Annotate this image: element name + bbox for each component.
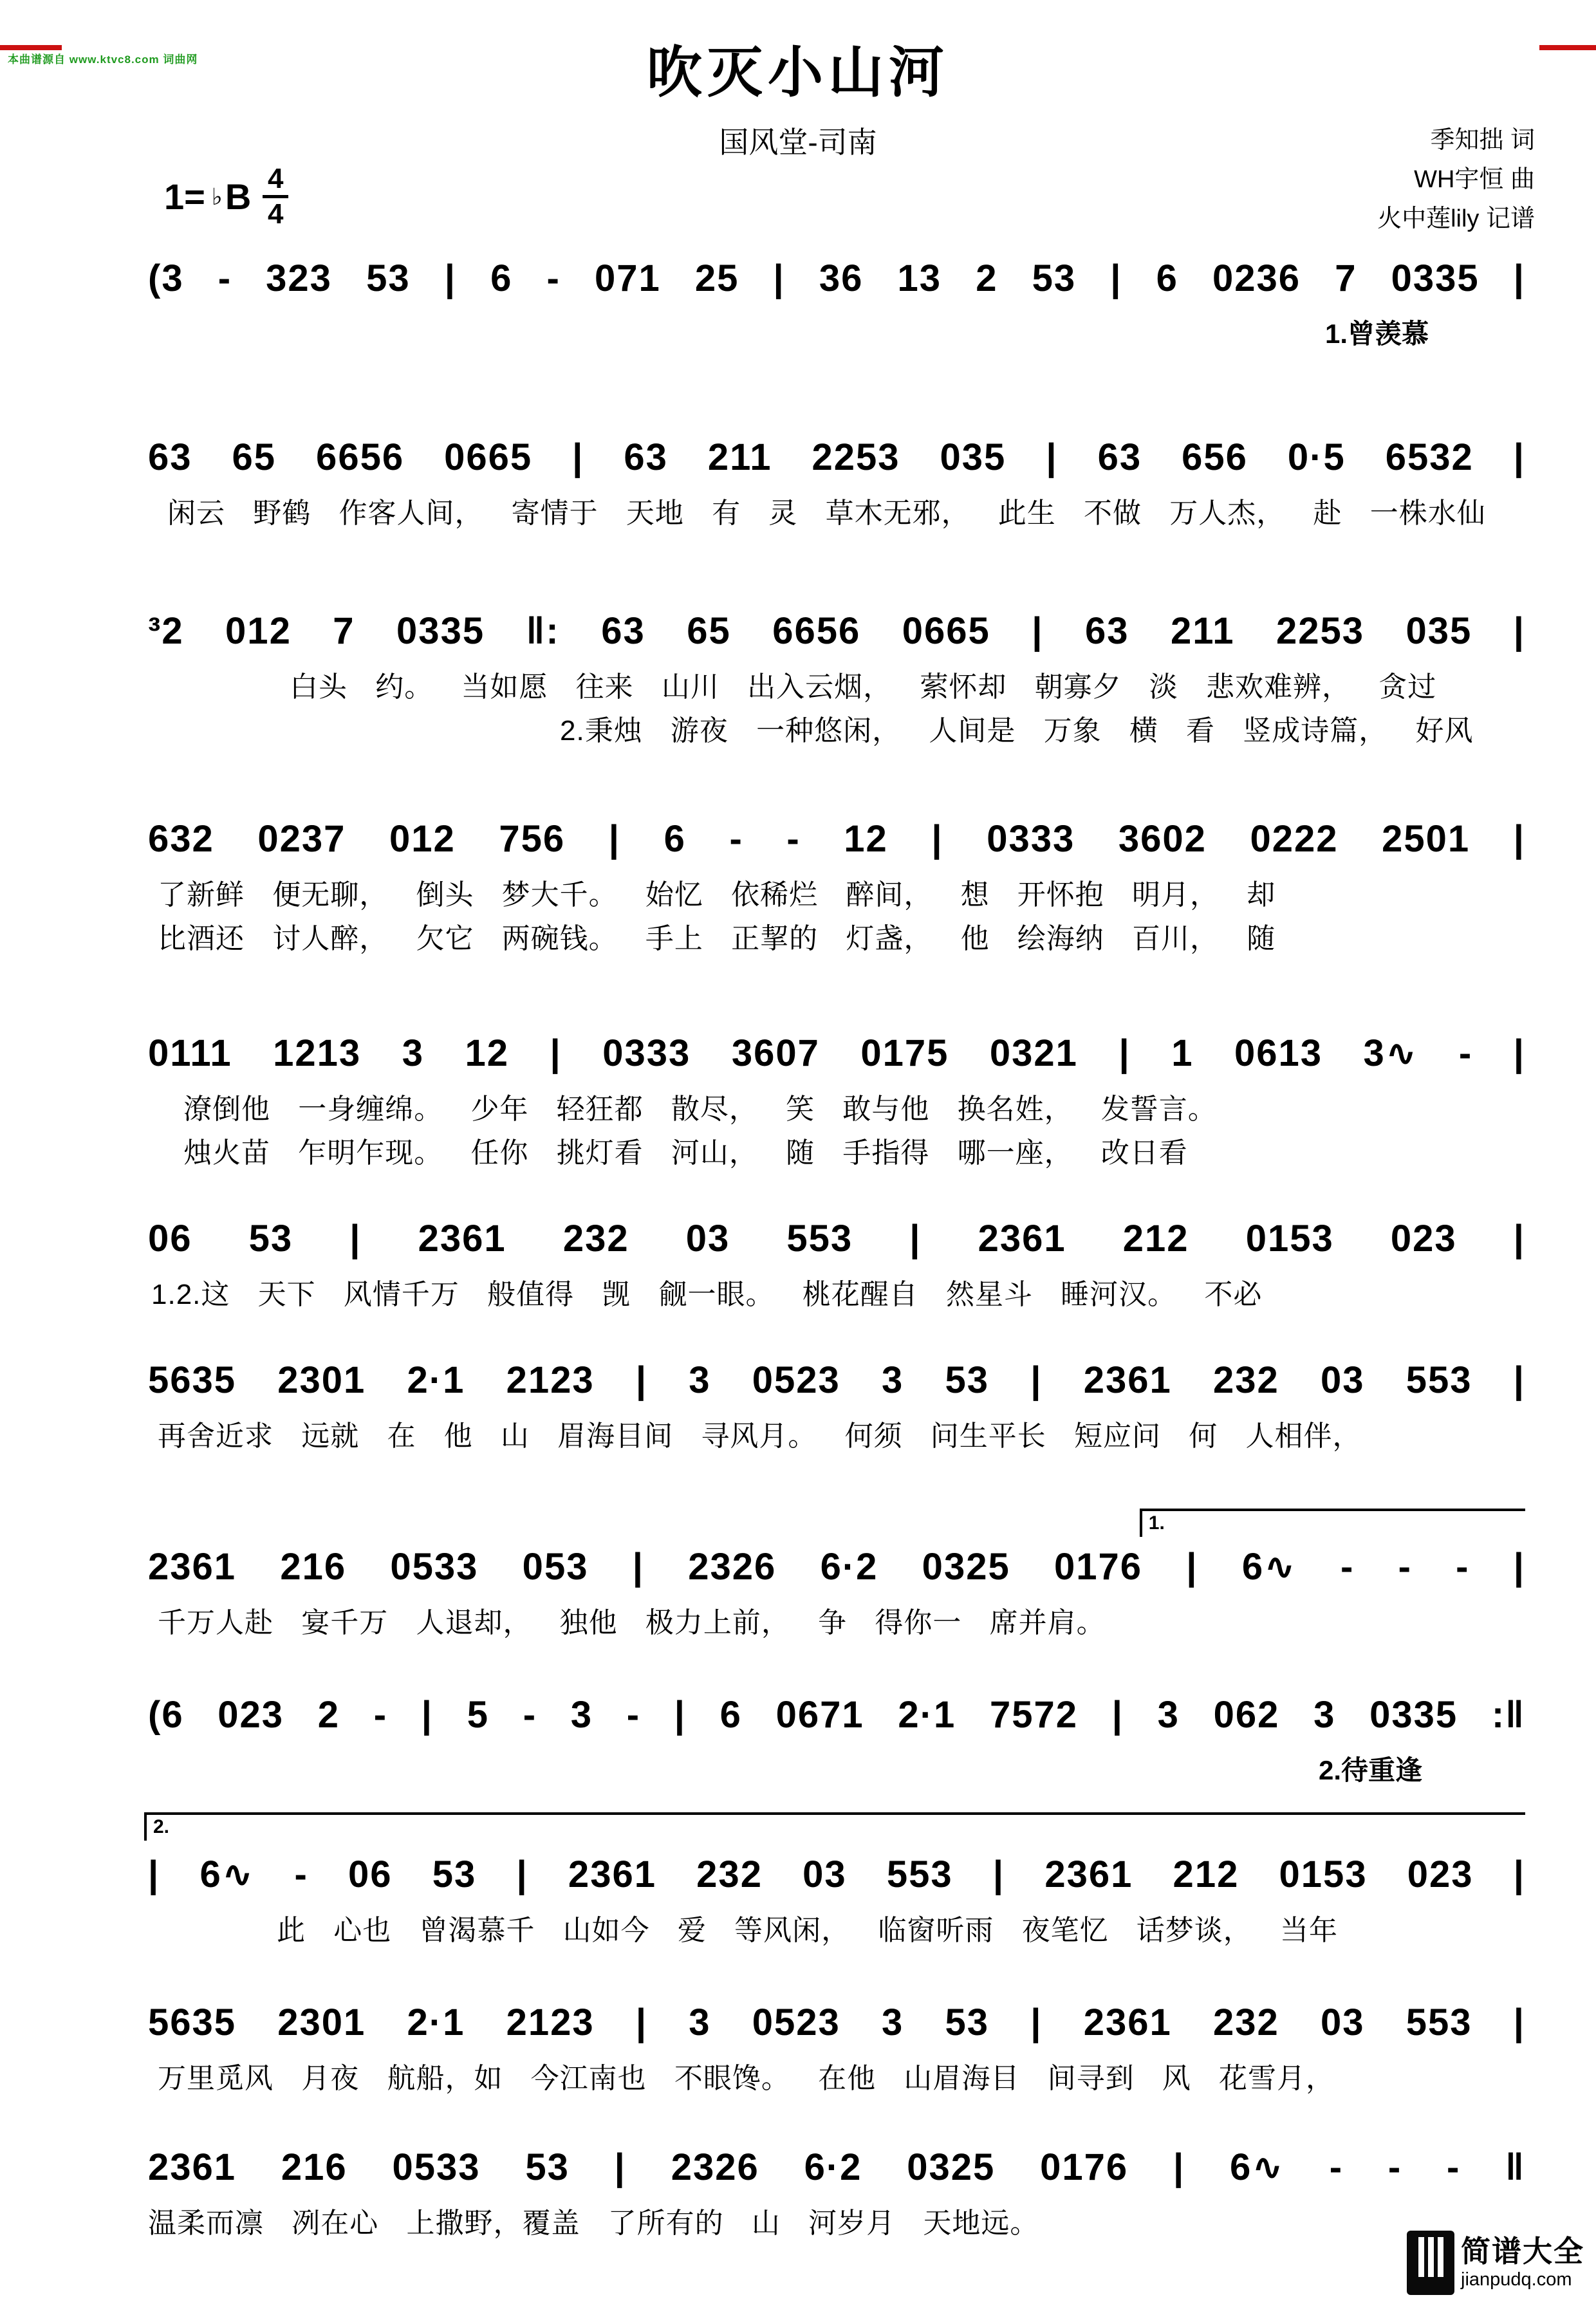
notation-row: 2361 216 0533 53 | 2326 6·2 0325 0176 | 6∿ - - - ‖ bbox=[148, 2146, 1525, 2188]
lyric-row: 1.2.这 天下 风情千万 般值得 觊 觎一眼。 桃花醒自 然星斗 睡河汉。 不必 bbox=[151, 1279, 1263, 1310]
piano-key bbox=[1418, 2237, 1424, 2277]
system-1 bbox=[148, 254, 1525, 355]
system-5 bbox=[148, 1028, 1525, 1175]
song-title: 吹灭小山河 bbox=[647, 42, 949, 104]
lyric-row: 温柔而凛 冽在心 上撒野，覆盖 了所有的 山 河岁月 天地远。 bbox=[148, 2207, 1039, 2239]
verse-start-annotation: 1.曾羡慕 bbox=[1324, 319, 1429, 349]
notation-row: 632 0237 012 756 | 6 - - 12 | 0333 3602 0222 2501 | bbox=[148, 818, 1525, 860]
top-red-border-right bbox=[1539, 45, 1596, 50]
lyric-row: 闲云 野鹤 作客人间， 寄情于 天地 有 灵 草木无邪， 此生 不做 万人杰， 赴 一株水仙 bbox=[167, 497, 1486, 529]
notation-row: (6 023 2 - | 5 - 3 - | 6 0671 2·1 7572 | 3 062 3 0335 :‖ bbox=[148, 1694, 1525, 1736]
lyric-row-verse2: 2.秉烛 游夜 一种悠闲， 人间是 万象 横 看 竖成诗篇， 好风 bbox=[560, 715, 1474, 747]
system-7 bbox=[148, 1355, 1525, 1458]
system-12 bbox=[148, 2142, 1525, 2245]
notation-row: (3 - 323 53 | 6 - 071 25 | 36 13 2 53 | 6 0236 7 0335 | bbox=[148, 257, 1525, 299]
flat-sign: ♭ bbox=[211, 183, 223, 210]
logo-text bbox=[1461, 2234, 1584, 2291]
top-red-border-left bbox=[0, 45, 62, 50]
time-denominator: 4 bbox=[268, 198, 284, 230]
system-4 bbox=[148, 814, 1525, 961]
time-numerator: 4 bbox=[268, 163, 284, 194]
system-8 bbox=[148, 1512, 1525, 1645]
credits-block bbox=[1377, 121, 1535, 238]
lyricist-credit: 季知拙 词 bbox=[1430, 127, 1535, 154]
score-area bbox=[148, 254, 1525, 2245]
lyric-row-verse1: 潦倒他 一身缠绵。 少年 轻狂都 散尽， 笑 敢与他 换名姓， 发誓言。 bbox=[183, 1093, 1217, 1125]
system-2 bbox=[148, 432, 1525, 535]
notation-row: 63 65 6656 0665 | 63 211 2253 035 | 63 656 0·5 6532 | bbox=[148, 436, 1525, 478]
site-logo bbox=[1407, 2231, 1584, 2295]
system-10 bbox=[148, 1816, 1525, 1953]
notation-row: 2361 216 0533 053 | 2326 6·2 0325 0176 | 6∿ - - - | bbox=[148, 1546, 1525, 1588]
time-signature bbox=[263, 164, 288, 229]
transcriber-credit: 火中莲lily 记谱 bbox=[1377, 205, 1535, 232]
verse-start-annotation: 2.待重逢 bbox=[1318, 1755, 1422, 1785]
logo-title: 简谱大全 bbox=[1461, 2234, 1584, 2269]
system-3 bbox=[148, 606, 1525, 753]
source-watermark: 本曲谱源自 www.ktvc8.com 词曲网 bbox=[8, 53, 198, 66]
song-subtitle: 国风堂-司南 bbox=[719, 125, 877, 159]
volta-2-bracket bbox=[144, 1812, 1525, 1841]
composer-credit: WH宇恒 曲 bbox=[1414, 165, 1535, 193]
piano-icon bbox=[1407, 2231, 1454, 2295]
lyric-row-verse1: 了新鲜 便无聊， 倒头 梦大千。 始忆 依稀烂 醉间， 想 开怀抱 明月， 却 bbox=[158, 879, 1276, 911]
system-6 bbox=[148, 1214, 1525, 1317]
piano-key bbox=[1428, 2237, 1434, 2277]
piano-key bbox=[1438, 2237, 1443, 2277]
volta-2-label: 2. bbox=[153, 1816, 170, 1837]
system-11 bbox=[148, 1998, 1525, 2101]
system-9 bbox=[148, 1690, 1525, 1792]
notation-row: ³2 012 7 0335 ‖: 63 65 6656 0665 | 63 211 2253 035 | bbox=[148, 610, 1525, 652]
notation-row: 06 53 | 2361 232 03 553 | 2361 212 0153 023 | bbox=[148, 1218, 1525, 1259]
notation-row: | 6∿ - 06 53 | 2361 232 03 553 | 2361 212 0153 023 | bbox=[148, 1853, 1525, 1895]
notation-row: 5635 2301 2·1 2123 | 3 0523 3 53 | 2361 232 03 553 | bbox=[148, 2002, 1525, 2043]
key-letter: B bbox=[225, 176, 252, 218]
volta-1-bracket bbox=[1140, 1509, 1525, 1537]
notation-row: 0111 1213 3 12 | 0333 3607 0175 0321 | 1 0613 3∿ - | bbox=[148, 1032, 1525, 1074]
volta-1-label: 1. bbox=[1148, 1512, 1165, 1534]
lyric-row: 此 心也 曾渴慕千 山如今 爱 等风闲， 临窗听雨 夜笔忆 话梦谈， 当年 bbox=[277, 1915, 1339, 1946]
lyric-row: 再舍近求 远就 在 他 山 眉海目间 寻风月。 何须 问生平长 短应问 何 人相伴， bbox=[158, 1420, 1362, 1452]
key-prefix: 1= bbox=[164, 176, 205, 218]
lyric-row-verse1: 白头 约。 当如愿 往来 山川 出入云烟， 萦怀却 朝寡夕 淡 悲欢难辨， 贪过 bbox=[290, 671, 1437, 703]
lyric-row: 万里觅风 月夜 航船，如 今江南也 不眼馋。 在他 山眉海目 间寻到 风 花雪月， bbox=[158, 2063, 1335, 2094]
key-time-signature bbox=[164, 164, 288, 229]
lyric-row-verse2: 比酒还 讨人醉， 欠它 两碗钱。 手上 正挈的 灯盏， 他 绘海纳 百川， 随 bbox=[158, 923, 1276, 954]
lyric-row: 千万人赴 宴千万 人退却， 独他 极力上前， 争 得你一 席并肩。 bbox=[158, 1607, 1106, 1639]
lyric-row-verse2: 烛火苗 乍明乍现。 任你 挑灯看 河山， 随 手指得 哪一座， 改日看 bbox=[183, 1137, 1188, 1169]
logo-url: jianpudq.com bbox=[1461, 2269, 1572, 2290]
notation-row: 5635 2301 2·1 2123 | 3 0523 3 53 | 2361 232 03 553 | bbox=[148, 1359, 1525, 1401]
